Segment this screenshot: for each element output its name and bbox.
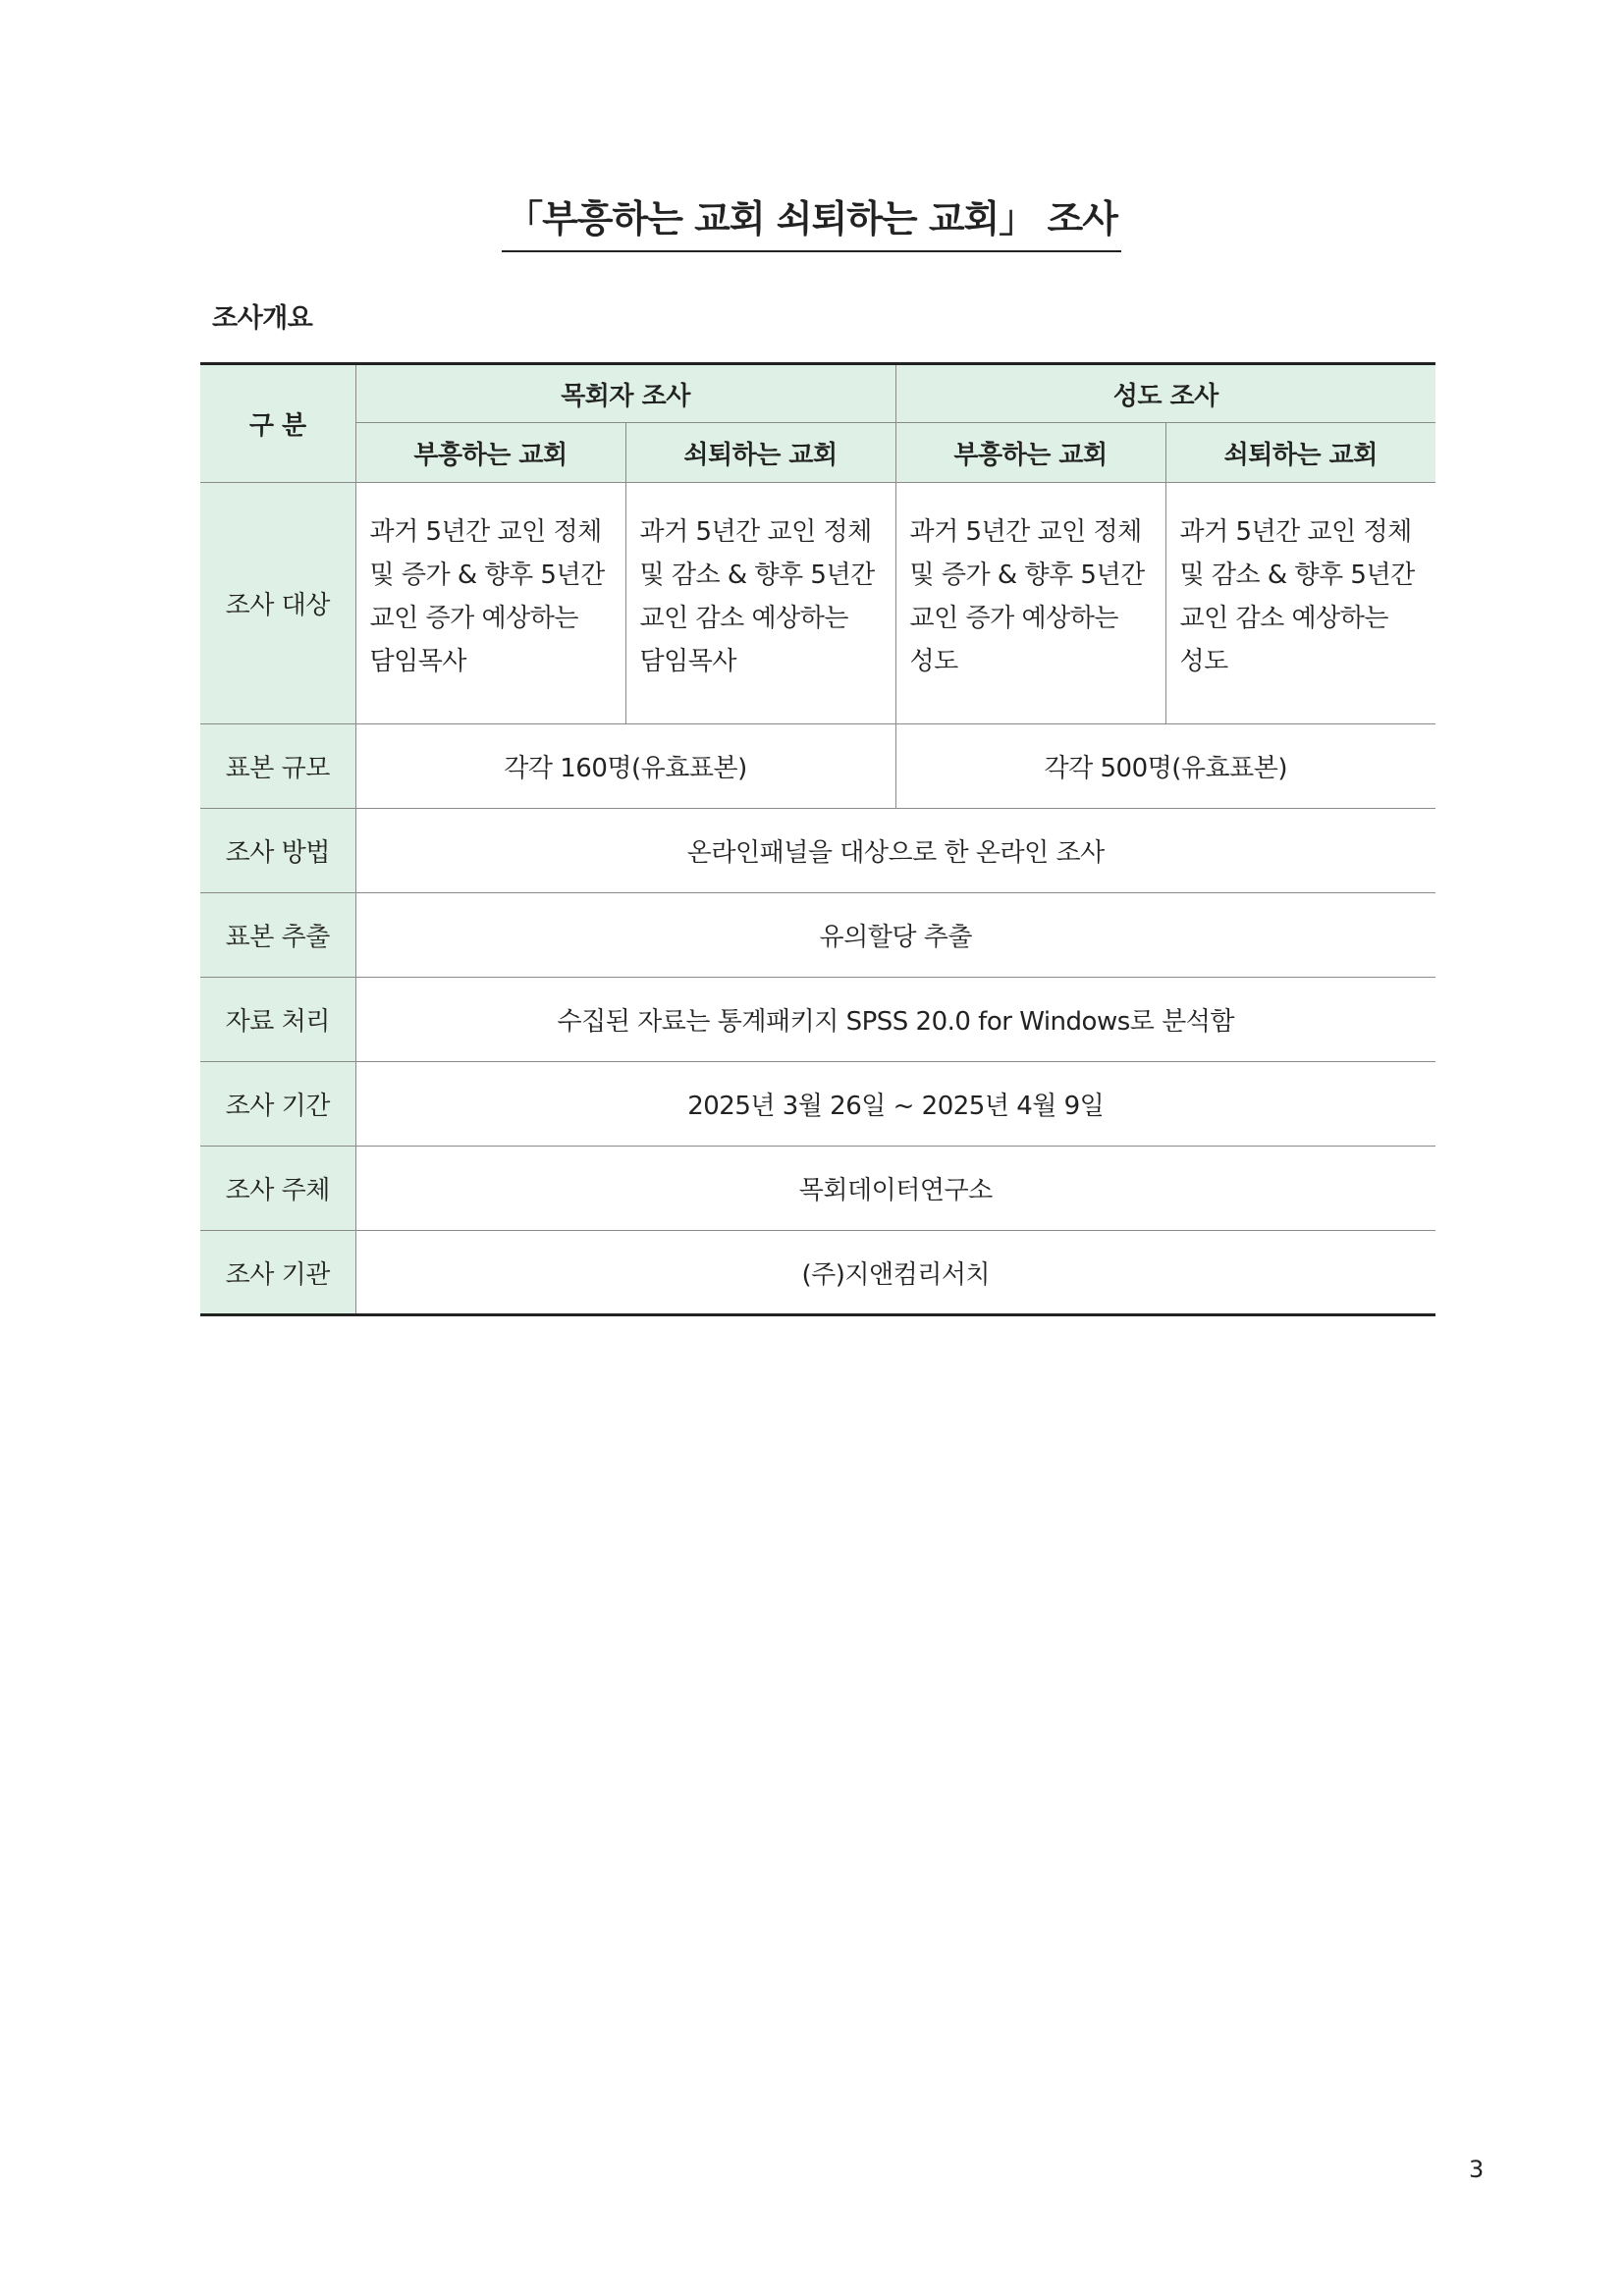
row-label: 자료 처리: [200, 978, 355, 1062]
sample-size-pastor: 각각 160명(유효표본): [355, 724, 895, 809]
row-value: 목회데이터연구소: [355, 1147, 1435, 1231]
section-label: 조사개요: [212, 303, 313, 334]
row-label-target: 조사 대상: [200, 483, 355, 724]
row-label: 조사 방법: [200, 809, 355, 893]
header-row-2: [200, 423, 1435, 483]
row-value: 온라인패널을 대상으로 한 온라인 조사: [355, 809, 1435, 893]
survey-overview-table: [200, 362, 1435, 1316]
document-title: 「부흥하는 교회 쇠퇴하는 교회」 조사: [502, 188, 1121, 252]
row-value: 유의할당 추출: [355, 893, 1435, 978]
row-label: 조사 기간: [200, 1062, 355, 1147]
row-label: 조사 주체: [200, 1147, 355, 1231]
header-pastor-survey: 목회자 조사: [355, 364, 895, 423]
table-row: [200, 1231, 1435, 1315]
table-row: [200, 1147, 1435, 1231]
table-row: [200, 1062, 1435, 1147]
table-row: [200, 893, 1435, 978]
page-number: 3: [1469, 2156, 1485, 2183]
header-pastor-growing: 부흥하는 교회: [355, 423, 625, 483]
row-value: (주)지앤컴리서치: [355, 1231, 1435, 1315]
target-pastor-growing: 과거 5년간 교인 정체 및 증가 & 향후 5년간 교인 증가 예상하는 담임목사: [355, 483, 625, 724]
header-row-1: [200, 364, 1435, 423]
sample-size-row: [200, 724, 1435, 809]
row-label-sample-size: 표본 규모: [200, 724, 355, 809]
table-row: [200, 978, 1435, 1062]
row-value: 2025년 3월 26일 ~ 2025년 4월 9일: [355, 1062, 1435, 1147]
target-member-declining: 과거 5년간 교인 정체 및 감소 & 향후 5년간 교인 감소 예상하는 성도: [1165, 483, 1435, 724]
row-label: 조사 기관: [200, 1231, 355, 1315]
document-title-wrapper: [0, 188, 1623, 252]
table-row: [200, 809, 1435, 893]
row-value: 수집된 자료는 통계패키지 SPSS 20.0 for Windows로 분석함: [355, 978, 1435, 1062]
target-row: [200, 483, 1435, 724]
target-member-growing: 과거 5년간 교인 정체 및 증가 & 향후 5년간 교인 증가 예상하는 성도: [895, 483, 1165, 724]
header-member-survey: 성도 조사: [895, 364, 1435, 423]
row-label: 표본 추출: [200, 893, 355, 978]
header-category: 구 분: [200, 364, 355, 483]
header-member-declining: 쇠퇴하는 교회: [1165, 423, 1435, 483]
sample-size-member: 각각 500명(유효표본): [895, 724, 1435, 809]
header-pastor-declining: 쇠퇴하는 교회: [625, 423, 895, 483]
target-pastor-declining: 과거 5년간 교인 정체 및 감소 & 향후 5년간 교인 감소 예상하는 담임목사: [625, 483, 895, 724]
header-member-growing: 부흥하는 교회: [895, 423, 1165, 483]
